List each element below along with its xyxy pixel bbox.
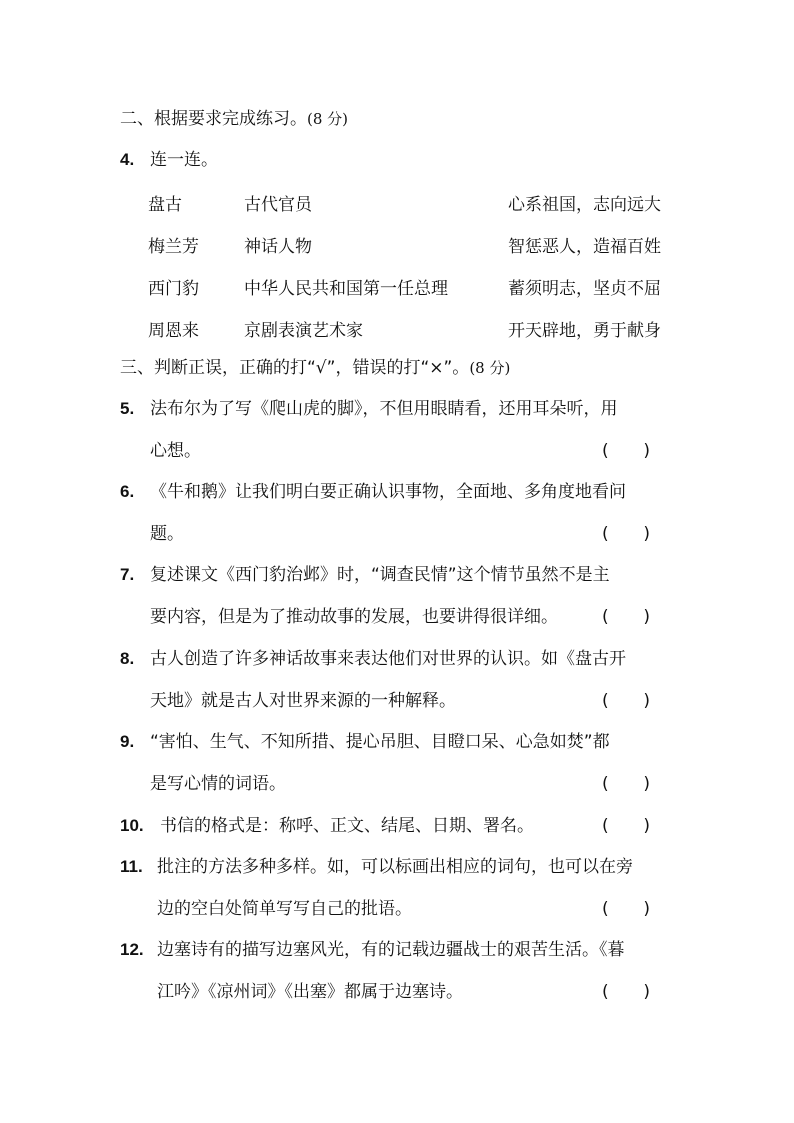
- match-name[interactable]: 盘古: [148, 195, 182, 215]
- match-role[interactable]: 京剧表演艺术家: [244, 321, 363, 341]
- paren-close: ): [643, 691, 650, 711]
- section-2-heading: [120, 108, 348, 130]
- paren-open: (: [602, 899, 609, 919]
- question-text: 是写心情的词语。: [150, 774, 286, 794]
- paren-open: (: [602, 524, 609, 544]
- question-number: 4.: [120, 150, 135, 169]
- question-text: 要内容，但是为了推动故事的发展，也要讲得很详细。: [150, 607, 558, 627]
- paren-close: ): [643, 607, 650, 627]
- paren-open: (: [602, 441, 609, 461]
- answer-parentheses[interactable]: [602, 606, 650, 628]
- answer-parentheses[interactable]: [602, 690, 650, 712]
- match-role[interactable]: 神话人物: [244, 237, 312, 257]
- paren-close: ): [643, 982, 650, 1002]
- question-text: 边塞诗有的描写边塞风光，有的记载边疆战士的艰苦生活。《暮: [157, 940, 625, 960]
- match-name[interactable]: 周恩来: [148, 321, 199, 341]
- question-number: 9.: [120, 732, 135, 751]
- paren-close: ): [643, 441, 650, 461]
- answer-parentheses[interactable]: [602, 773, 650, 795]
- match-role[interactable]: 古代官员: [244, 195, 312, 215]
- answer-parentheses[interactable]: [602, 815, 650, 837]
- question-number: 6.: [120, 482, 135, 501]
- paren-close: ): [643, 899, 650, 919]
- question-number: 12.: [120, 940, 144, 959]
- question-text: 边的空白处简单写写自己的批语。: [157, 899, 412, 919]
- question-text: 江吟》《凉州词》《出塞》都属于边塞诗。: [157, 982, 463, 1002]
- match-role[interactable]: 中华人民共和国第一任总理: [244, 279, 448, 299]
- answer-parentheses[interactable]: [602, 523, 650, 545]
- question-text: 天地》就是古人对世界来源的一种解释。: [150, 691, 456, 711]
- section-3-heading: [120, 357, 510, 379]
- question-text: 复述课文《西门豹治邺》时，“调查民情”这个情节虽然不是主: [150, 565, 610, 585]
- question-text: “害怕、生气、不知所措、提心吊胆、目瞪口呆、心急如焚”都: [150, 732, 610, 752]
- question-number: 11.: [120, 857, 143, 876]
- section-3-heading-text: 三、判断正误，正确的打“√”，错误的打“×”。: [120, 358, 470, 378]
- paren-close: ): [643, 774, 650, 794]
- question-text: 连一连。: [150, 150, 218, 170]
- paren-open: (: [602, 982, 609, 1002]
- section-2-heading-text: 二、根据要求完成练习。: [120, 109, 307, 129]
- paren-close: ): [643, 816, 650, 836]
- answer-parentheses[interactable]: [602, 898, 650, 920]
- answer-parentheses[interactable]: [602, 440, 650, 462]
- question-number: 5.: [120, 399, 135, 418]
- match-trait[interactable]: 开天辟地，勇于献身: [508, 321, 661, 341]
- paren-open: (: [602, 816, 609, 836]
- section-2-score: (8 分): [307, 110, 349, 128]
- paren-close: ): [643, 524, 650, 544]
- match-name[interactable]: 西门豹: [148, 279, 199, 299]
- match-trait[interactable]: 蓄须明志，坚贞不屈: [508, 279, 661, 299]
- question-text: 书信的格式是：称呼、正文、结尾、日期、署名。: [160, 816, 534, 836]
- question-text: 古人创造了许多神话故事来表达他们对世界的认识。如《盘古开: [150, 649, 626, 669]
- match-name[interactable]: 梅兰芳: [148, 237, 199, 257]
- match-trait[interactable]: 心系祖国，志向远大: [508, 195, 661, 215]
- question-text: 批注的方法多种多样。如，可以标画出相应的词句，也可以在旁: [157, 857, 633, 877]
- question-text: 《牛和鹅》让我们明白要正确认识事物，全面地、多角度地看问: [150, 482, 626, 502]
- question-number: 7.: [120, 565, 135, 584]
- question-text: 法布尔为了写《爬山虎的脚》，不但用眼睛看，还用耳朵听，用: [150, 399, 618, 419]
- question-text: 题。: [150, 524, 184, 544]
- question-number: 8.: [120, 649, 135, 668]
- question-number: 10.: [120, 816, 144, 835]
- paren-open: (: [602, 691, 609, 711]
- question-text: 心想。: [150, 441, 201, 461]
- section-3-score: (8 分): [469, 359, 511, 377]
- paren-open: (: [602, 607, 609, 627]
- answer-parentheses[interactable]: [602, 981, 650, 1003]
- paren-open: (: [602, 774, 609, 794]
- match-trait[interactable]: 智惩恶人，造福百姓: [508, 237, 661, 257]
